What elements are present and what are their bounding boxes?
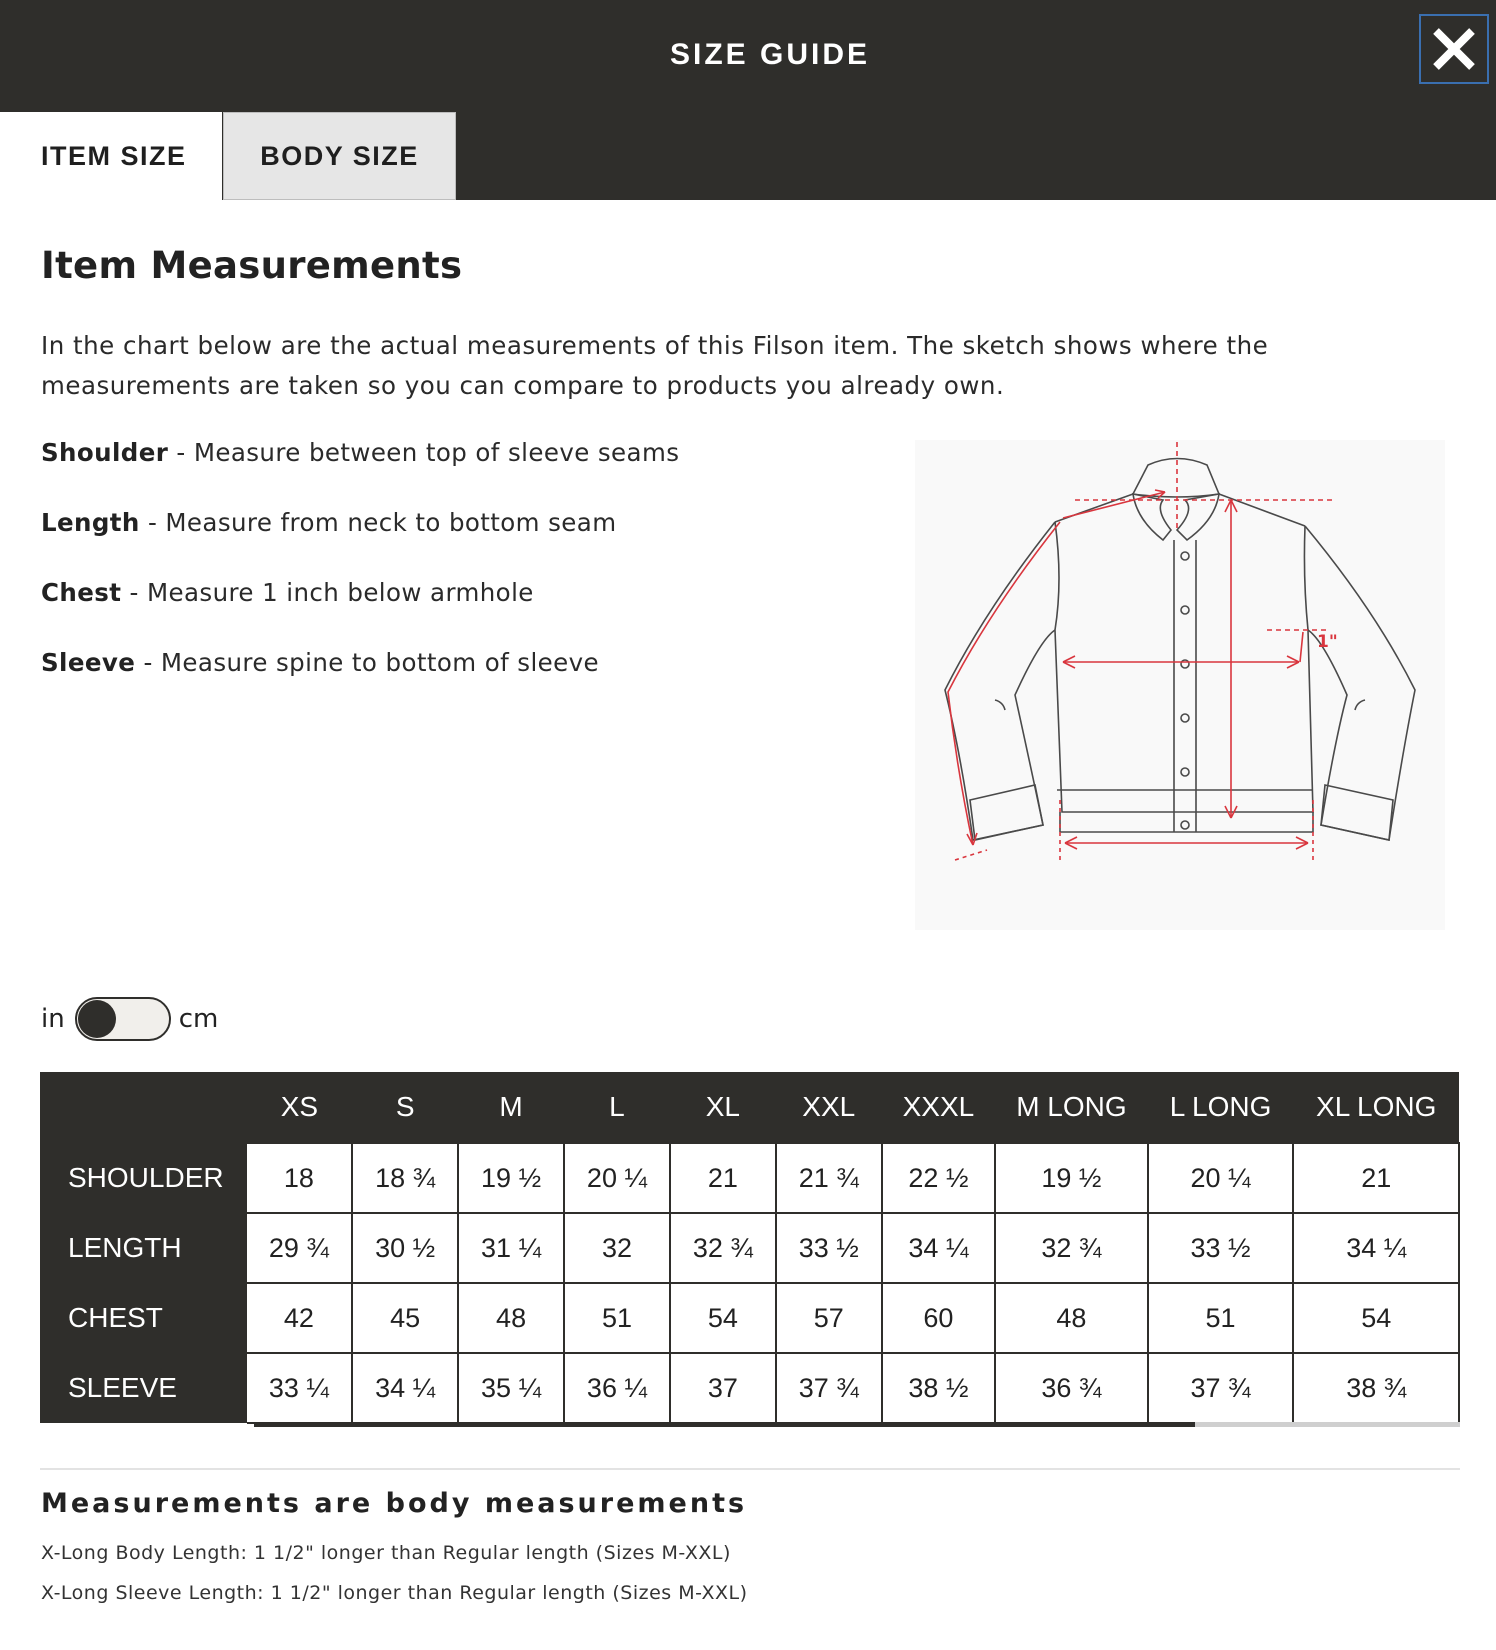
intro-text: In the chart below are the actual measurements of this Filson item. The sketch shows where the measurements are taken so you can compare to products you already own. — [41, 331, 1269, 400]
row-label-length: LENGTH — [40, 1213, 247, 1283]
close-button[interactable] — [1419, 14, 1489, 84]
table-row — [40, 1143, 1459, 1213]
table-cell: 38 ½ — [882, 1353, 996, 1423]
size-header: L — [564, 1072, 670, 1143]
size-header: S — [352, 1072, 458, 1143]
unit-toggle-row — [41, 995, 218, 1043]
table-cell: 35 ¼ — [458, 1353, 564, 1423]
table-row — [40, 1283, 1459, 1353]
table-cell: 38 ¾ — [1293, 1353, 1459, 1423]
table-cell: 42 — [247, 1283, 353, 1353]
size-header: XL LONG — [1293, 1072, 1459, 1143]
definition-chest: Chest - Measure 1 inch below armhole — [41, 578, 534, 607]
table-cell: 32 ¾ — [670, 1213, 776, 1283]
table-cell: 18 ¾ — [352, 1143, 458, 1213]
table-cell: 18 — [247, 1143, 353, 1213]
note-line: X-Long Body Length: 1 1/2" longer than Regular length (Sizes M-XXL) — [41, 1542, 731, 1564]
notes-title: Measurements are body measurements — [41, 1488, 748, 1519]
table-cell: 57 — [776, 1283, 882, 1353]
table-cell: 33 ½ — [776, 1213, 882, 1283]
note-line: X-Long Sleeve Length: 1 1/2" longer than Regular length (Sizes M-XXL) — [41, 1582, 748, 1604]
modal-title: SIZE GUIDE — [669, 38, 871, 71]
table-cell: 20 ¼ — [1148, 1143, 1294, 1213]
divider — [40, 1468, 1460, 1470]
table-cell: 54 — [1293, 1283, 1459, 1353]
table-cell: 33 ¼ — [247, 1353, 353, 1423]
definition-length: Length - Measure from neck to bottom seam — [41, 508, 617, 537]
table-cell: 31 ¼ — [458, 1213, 564, 1283]
table-cell: 54 — [670, 1283, 776, 1353]
size-header: XXXL — [882, 1072, 996, 1143]
table-cell: 36 ¾ — [995, 1353, 1147, 1423]
unit-label-cm: cm — [178, 1004, 219, 1034]
table-cell: 48 — [995, 1283, 1147, 1353]
row-label-sleeve: SLEEVE — [40, 1353, 247, 1423]
table-cell: 37 — [670, 1353, 776, 1423]
size-header: L LONG — [1148, 1072, 1294, 1143]
size-table-scroll[interactable] — [40, 1072, 1460, 1424]
table-cell: 32 — [564, 1213, 670, 1283]
tab-body-size[interactable]: BODY SIZE — [223, 112, 456, 200]
table-cell: 30 ½ — [352, 1213, 458, 1283]
size-table — [40, 1072, 1460, 1424]
table-row — [40, 1213, 1459, 1283]
table-cell: 20 ¼ — [564, 1143, 670, 1213]
row-label-chest: CHEST — [40, 1283, 247, 1353]
table-cell: 37 ¾ — [776, 1353, 882, 1423]
table-cell: 21 ¾ — [776, 1143, 882, 1213]
table-cell: 34 ¼ — [882, 1213, 996, 1283]
close-icon — [1428, 23, 1480, 75]
tab-item-size[interactable]: ITEM SIZE — [0, 112, 222, 200]
table-row — [40, 1353, 1459, 1423]
table-cell: 51 — [564, 1283, 670, 1353]
size-header: M — [458, 1072, 564, 1143]
page-title: Item Measurements — [41, 244, 463, 287]
table-cell: 60 — [882, 1283, 996, 1353]
unit-label-in: in — [41, 1004, 65, 1034]
definition-sleeve: Sleeve - Measure spine to bottom of sleeve — [41, 648, 599, 677]
table-cell: 34 ¼ — [1293, 1213, 1459, 1283]
size-header: XXL — [776, 1072, 882, 1143]
measurement-definitions — [41, 438, 679, 718]
table-cell: 33 ½ — [1148, 1213, 1294, 1283]
table-cell: 37 ¾ — [1148, 1353, 1294, 1423]
table-cell: 21 — [670, 1143, 776, 1213]
table-cell: 22 ½ — [882, 1143, 996, 1213]
sketch-label: 1" — [1317, 632, 1338, 652]
size-header-row — [40, 1072, 1459, 1143]
toggle-knob — [78, 1000, 116, 1038]
jacket-diagram-icon — [915, 440, 1445, 930]
size-header: M LONG — [995, 1072, 1147, 1143]
table-cell: 36 ¼ — [564, 1353, 670, 1423]
definition-shoulder: Shoulder - Measure between top of sleeve seams — [41, 438, 680, 467]
row-label-shoulder: SHOULDER — [40, 1143, 247, 1213]
table-cell: 32 ¾ — [995, 1213, 1147, 1283]
table-cell: 29 ¾ — [247, 1213, 353, 1283]
table-corner — [40, 1072, 247, 1143]
jacket-sketch — [915, 440, 1445, 930]
table-cell: 45 — [352, 1283, 458, 1353]
table-cell: 34 ¼ — [352, 1353, 458, 1423]
table-cell: 19 ½ — [458, 1143, 564, 1213]
table-cell: 48 — [458, 1283, 564, 1353]
size-header: XL — [670, 1072, 776, 1143]
unit-toggle[interactable] — [75, 997, 171, 1041]
size-header: XS — [247, 1072, 353, 1143]
table-cell: 21 — [1293, 1143, 1459, 1213]
scrollbar-thumb[interactable] — [254, 1422, 1195, 1427]
table-scrollbar[interactable] — [254, 1422, 1460, 1427]
table-cell: 51 — [1148, 1283, 1294, 1353]
table-cell: 19 ½ — [995, 1143, 1147, 1213]
